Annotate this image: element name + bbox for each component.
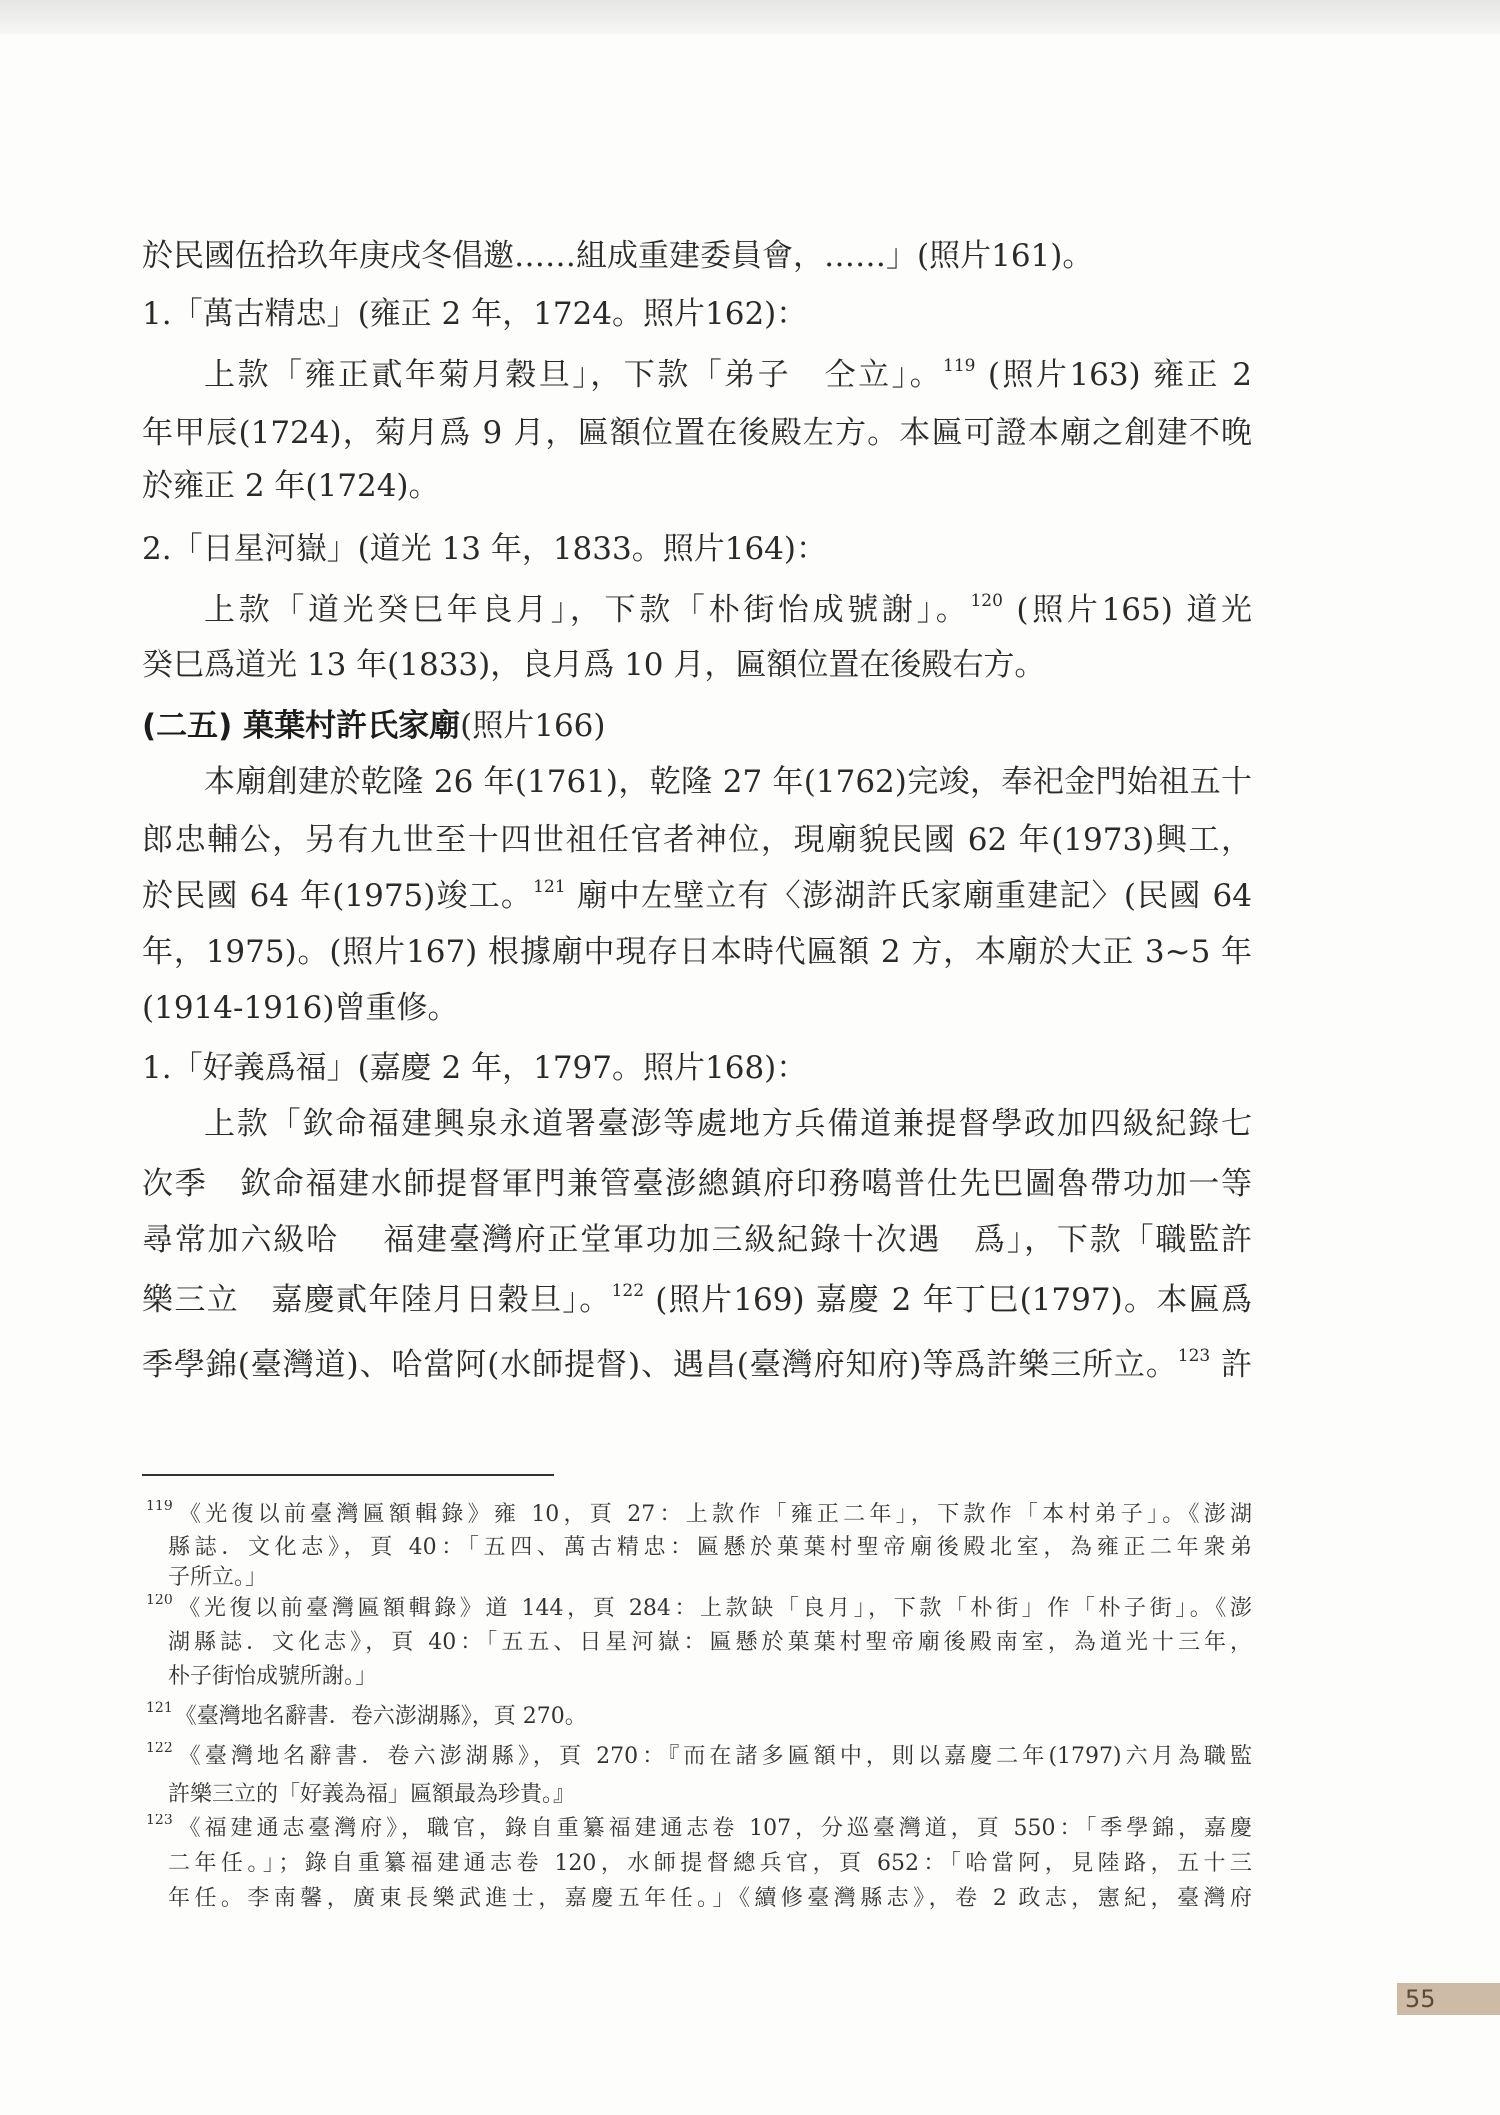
footnote-ref: 123 bbox=[1177, 1346, 1211, 1366]
body-line bbox=[142, 932, 1252, 972]
footnote-ref: 120 bbox=[970, 591, 1003, 611]
footnote-number: 120 bbox=[146, 1594, 173, 1608]
footnote-continuation bbox=[168, 1884, 1252, 1914]
footnote-text: 《光復以前臺灣匾額輯錄》道 144，頁 284：上款缺「良月」，下款「朴街」作「朴子街」。《澎 bbox=[174, 1596, 1252, 1621]
body-line bbox=[142, 413, 1252, 453]
line-text: 尋常加六級哈 福建臺灣府正堂軍功加三級紀錄十次遇 爲」，下款「職監許 bbox=[142, 1222, 1252, 1258]
footnote-continuation bbox=[168, 1780, 1252, 1810]
scan-top-edge bbox=[0, 0, 1500, 34]
line-text: 年甲辰(1724)，菊月爲 9 月，匾額位置在後殿左方。本匾可證本廟之創建不晚 bbox=[142, 415, 1252, 451]
body-line bbox=[142, 1345, 1252, 1385]
line-text: 於民國伍拾玖年庚戌冬倡邀……組成重建委員會，……」(照片161)。 bbox=[142, 238, 1094, 274]
footnote-ref: 121 bbox=[533, 877, 566, 897]
footnote-ref: 122 bbox=[611, 1281, 645, 1301]
body-line bbox=[142, 236, 1252, 276]
footnote-text: 二年任。」；錄自重纂福建通志卷 120，水師提督總兵官，頁 652：「哈當阿，見陸路，五十三 bbox=[168, 1851, 1252, 1876]
line-text: 次季 欽命福建水師提督軍門兼管臺澎總鎮府印務噶普仕先巴圖魯帶功加一等 bbox=[142, 1166, 1252, 1202]
footnote-continuation bbox=[168, 1533, 1252, 1563]
line-text: 上款「道光癸巳年良月」，下款「朴街怡成號謝」。 bbox=[204, 592, 971, 628]
footnote bbox=[146, 1814, 1252, 1844]
footnote-number: 119 bbox=[146, 1500, 173, 1514]
footnote-number: 122 bbox=[146, 1742, 173, 1756]
body-line bbox=[142, 590, 1252, 630]
footnote-text: 《福建通志臺灣府》，職官，錄自重纂福建通志卷 107，分巡臺灣道，頁 550：「季學錦，嘉慶 bbox=[174, 1816, 1252, 1841]
line-text: 2.「日星河嶽」(道光 13 年，1833。照片164)： bbox=[142, 531, 827, 567]
line-text: 於民國 64 年(1975)竣工。 bbox=[142, 878, 534, 914]
footnote-text: 許樂三立的「好義為福」匾額最為珍貴。』 bbox=[168, 1782, 576, 1807]
footnote-text: 年任。李南馨，廣東長樂武進士，嘉慶五年任。」《續修臺灣縣志》，卷 2 政志，憲紀，臺灣府 bbox=[168, 1886, 1252, 1911]
body-line bbox=[142, 1164, 1252, 1204]
line-text: (照片166) bbox=[460, 708, 606, 744]
body-line bbox=[142, 988, 1252, 1028]
footnote-number: 123 bbox=[146, 1814, 173, 1828]
body-line bbox=[142, 1048, 1252, 1088]
line-text: 廟中左壁立有〈澎湖許氏家廟重建記〉(民國 64 bbox=[565, 878, 1252, 914]
body-line bbox=[142, 294, 1252, 334]
section-title: (二五) 菓葉村許氏家廟 bbox=[142, 708, 461, 744]
line-text: (照片169) 嘉慶 2 年丁巳(1797)。本匾爲 bbox=[644, 1282, 1252, 1318]
body-line bbox=[142, 1220, 1252, 1260]
line-text: (照片165) 道光 bbox=[1002, 592, 1252, 628]
footnote-ref: 119 bbox=[943, 356, 976, 376]
body-line bbox=[142, 820, 1252, 860]
body-line bbox=[142, 762, 1252, 802]
line-text: (照片163) 雍正 2 bbox=[975, 357, 1252, 393]
body-line bbox=[142, 1104, 1252, 1144]
footnote-text: 《臺灣地名辭書．卷六澎湖縣》，頁 270：『而在諸多匾額中，則以嘉慶二年(1797)六月為職監 bbox=[174, 1744, 1252, 1769]
footnote bbox=[146, 1594, 1252, 1624]
footnote-continuation bbox=[168, 1628, 1252, 1658]
page-number-tab bbox=[1397, 1983, 1500, 2015]
body-line bbox=[142, 466, 1252, 506]
footnote-separator bbox=[142, 1474, 554, 1476]
line-text: 上款「雍正貳年菊月穀旦」，下款「弟子 仝立」。 bbox=[204, 357, 944, 393]
body-line bbox=[142, 529, 1252, 569]
line-text: 癸巳爲道光 13 年(1833)，良月爲 10 月，匾額位置在後殿右方。 bbox=[142, 647, 1046, 683]
footnote bbox=[146, 1500, 1252, 1530]
line-text: 上款「欽命福建興泉永道署臺澎等處地方兵備道兼提督學政加四級紀錄七 bbox=[204, 1106, 1252, 1142]
section-heading bbox=[142, 706, 1252, 746]
footnote-text: 《臺灣地名辭書．卷六澎湖縣》，頁 270。 bbox=[174, 1704, 587, 1729]
body-line bbox=[142, 876, 1252, 916]
footnote-text: 縣誌．文化志》，頁 40：「五四、萬古精忠：匾懸於菓葉村聖帝廟後殿北室，為雍正二年衆弟 bbox=[168, 1535, 1252, 1560]
footnote-text: 朴子街怡成號所謝。」 bbox=[168, 1664, 378, 1689]
footnote-text: 湖縣誌．文化志》，頁 40：「五五、日星河嶽：匾懸於菓葉村聖帝廟後殿南室，為道光十三年， bbox=[168, 1630, 1252, 1655]
footnote-number: 121 bbox=[146, 1700, 173, 1716]
line-text: 年，1975)。(照片167) 根據廟中現存日本時代匾額 2 方，本廟於大正 3~5 年 bbox=[142, 934, 1252, 970]
footnote bbox=[146, 1702, 1252, 1732]
footnote-continuation bbox=[168, 1563, 1252, 1593]
line-text: 本廟創建於乾隆 26 年(1761)，乾隆 27 年(1762)完竣，奉祀金門始祖五十 bbox=[204, 764, 1252, 800]
body-line bbox=[142, 1280, 1252, 1320]
footnote-text: 子所立。」 bbox=[168, 1565, 268, 1590]
line-text: 1.「萬古精忠」(雍正 2 年，1724。照片162)： bbox=[142, 296, 808, 332]
footnote-continuation bbox=[168, 1662, 1252, 1692]
line-text: (1914-1916)曾重修。 bbox=[142, 990, 459, 1026]
line-text: 郎忠輔公，另有九世至十四世祖任官者神位，現廟貌民國 62 年(1973)興工， bbox=[142, 822, 1252, 858]
line-text: 許 bbox=[1210, 1347, 1252, 1383]
footnote bbox=[146, 1742, 1252, 1772]
line-text: 1.「好義爲福」(嘉慶 2 年，1797。照片168)： bbox=[142, 1050, 808, 1086]
line-text: 季學錦(臺灣道)、哈當阿(水師提督)、遇昌(臺灣府知府)等爲許樂三所立。 bbox=[142, 1347, 1178, 1383]
footnote-continuation bbox=[168, 1849, 1252, 1879]
body-line bbox=[142, 355, 1252, 395]
body-line bbox=[142, 645, 1252, 685]
line-text: 於雍正 2 年(1724)。 bbox=[142, 468, 440, 504]
footnote-text: 《光復以前臺灣匾額輯錄》雍 10，頁 27：上款作「雍正二年」，下款作「本村弟子」。《澎湖 bbox=[174, 1502, 1252, 1527]
page-number: 55 bbox=[1405, 1985, 1436, 2013]
line-text: 樂三立 嘉慶貳年陸月日穀旦」。 bbox=[142, 1282, 612, 1318]
